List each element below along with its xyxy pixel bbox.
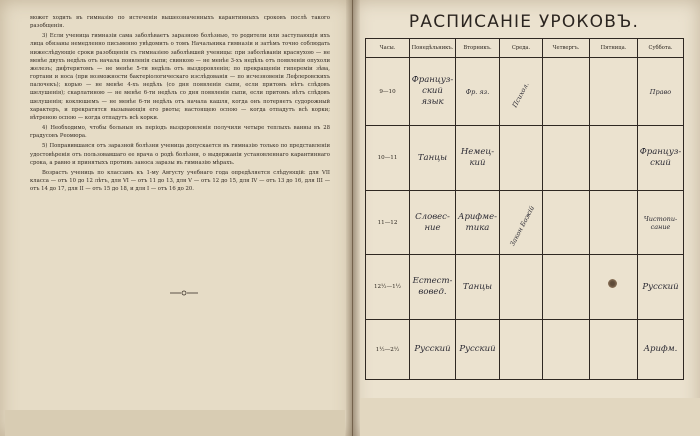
lesson-cell: [456, 191, 500, 255]
lesson-text: Арифме-тика: [458, 211, 497, 233]
lesson-cell: [590, 320, 638, 380]
lesson-cell: [590, 126, 638, 191]
rules-paragraph: может ходить въ гимназію по истеченіи вышеозначенныхъ карантинныхъ сроковъ послѣ такого разобщенія.: [30, 15, 330, 30]
lesson-text: Арифм.: [643, 344, 678, 354]
table-row: [366, 191, 684, 255]
right-page-edge: [360, 398, 700, 436]
table-row: [366, 126, 684, 191]
lesson-cell: [500, 58, 543, 126]
rules-paragraph: 3) Если ученица гимназіи сама заболѣваетъ заразною болѣзнью, то родители или заступающія ихъ лица обязаны немедленно письменно увѣдомить о томъ Начальника гимназіи и затѣмъ точно соблюдать нижеслѣдующіе сроки разобщенія съ гимназіею заболѣвшей ученицы: при заболѣваніи краснухою — не менѣе двухъ недѣль отъ начала появленія сыпи; свинкою — не менѣе 3-хъ недѣль отъ появленія опухоли железъ; дифтеритомъ — не менѣе 5-ти недѣль отъ выздоровленія; по прекращеніи гипереміи зѣва, гортани и носа (при возможности бактеріологическаго изслѣдованія — по исчезновеніи Лефлеровскихъ палочекъ); корью — не менѣе 4-хъ недѣль (со дня появленія сыпи, если притомъ нѣтъ слѣдовъ шелушенія); скарлатиною — не менѣе 6-ти недѣль со дня появленія сыпи, если притомъ нѣтъ слѣдовъ шелушенія; коклюшемъ — не менѣе 6-ти недѣль отъ начала кашля, когда онъ потеряетъ судорожный характеръ, и прекратятся вызывающія его рвоты; настоящею оспою — когда отпадутъ всѣ корки; вѣтреною оспою — когда отпадутъ всѣ корки.: [30, 33, 330, 121]
time-cell: 11—12: [366, 191, 410, 255]
lesson-cell: [638, 58, 684, 126]
lesson-cell: [500, 255, 543, 320]
lesson-text: Естест-вовед.: [412, 276, 453, 297]
time-cell: 10—11: [366, 126, 410, 191]
table-row: [366, 58, 684, 126]
lesson-text: Русский: [642, 281, 679, 292]
lesson-cell: [638, 320, 684, 380]
lesson-cell: [456, 58, 500, 126]
table-row: [366, 320, 684, 380]
rules-paragraph: 4) Необходимо, чтобы больныя въ періодъ выздоровленія получили четыре теплыхъ ванны въ 28 градусовъ Реомюра.: [30, 125, 330, 140]
lesson-cell: [410, 320, 456, 380]
lesson-text: Француз-ский язык: [411, 75, 454, 107]
header-tuesday: Вторникъ.: [456, 39, 500, 58]
lesson-cell: [456, 320, 500, 380]
lesson-text: Психол.: [511, 81, 531, 109]
lesson-cell: [500, 191, 543, 255]
lesson-text: Чистопи-сание: [643, 214, 678, 231]
rules-paragraph: 5) Поправившаяся отъ заразной болѣзни ученица допускается въ гимназію только по представленіи удостовѣренія отъ пользовавшаго ее врача о родѣ болѣзни, о выдержаніи установленнаго карантиннаго срока, а равно и принятыхъ противъ заноса заразы въ гимназію мѣрахъ.: [30, 143, 330, 166]
ink-blot: [608, 279, 617, 288]
lesson-text: Русский: [459, 344, 496, 354]
rules-text: [30, 14, 330, 195]
lesson-cell: [500, 320, 543, 380]
left-page-edge: [5, 410, 345, 436]
header-monday: Понедѣльникъ.: [410, 39, 456, 58]
header-hours: Часы.: [366, 39, 410, 58]
lesson-cell: [543, 320, 590, 380]
lesson-text: Словес-ние: [415, 211, 450, 233]
header-saturday: Суббота.: [638, 39, 684, 58]
lesson-text: Право: [649, 87, 672, 96]
time-cell: 9—10: [366, 58, 410, 126]
header-thursday: Четвергъ.: [543, 39, 590, 58]
lesson-text: Фр. яз.: [465, 87, 490, 96]
ornament-icon: [168, 290, 200, 296]
time-cell: 12½—1½: [366, 255, 410, 320]
lesson-cell: [590, 255, 638, 320]
header-wednesday: Среда.: [500, 39, 543, 58]
lesson-cell: [590, 58, 638, 126]
lesson-cell: [543, 191, 590, 255]
lesson-text: Танцы: [417, 152, 448, 163]
lesson-text: Немец-кий: [460, 147, 495, 168]
lesson-text: Француз-ский: [639, 147, 682, 168]
table-header-row: [366, 39, 684, 58]
lesson-cell: [500, 126, 543, 191]
lesson-text: Русский: [414, 344, 451, 354]
page-title: РАСПИСАНІЕ УРОКОВЪ.: [408, 12, 640, 32]
schedule-table: [365, 38, 684, 380]
lesson-cell: [638, 126, 684, 191]
lesson-cell: [590, 191, 638, 255]
lesson-cell: [410, 255, 456, 320]
lesson-cell: [456, 255, 500, 320]
lesson-cell: [638, 255, 684, 320]
lesson-cell: [543, 255, 590, 320]
book-gutter: [346, 0, 360, 436]
lesson-cell: [543, 126, 590, 191]
lesson-cell: [456, 126, 500, 191]
table-row: [366, 255, 684, 320]
lesson-cell: [410, 58, 456, 126]
time-cell: 1½—2½: [366, 320, 410, 380]
lesson-cell: [638, 191, 684, 255]
lesson-cell: [410, 191, 456, 255]
lesson-cell: [410, 126, 456, 191]
lesson-text: Танцы: [462, 281, 493, 292]
header-friday: Пятница.: [590, 39, 638, 58]
lesson-text: Закон Божій: [508, 204, 537, 248]
lesson-cell: [543, 58, 590, 126]
rules-paragraph: Возрастъ учениць по классамъ къ 1-му Августу учебнаго года опредѣляется слѣдующій: для VII класса — отъ 10 до 12 лѣтъ, для VI — отъ 11 до 13, для V — отъ 12 до 15, для IV — отъ 13 до 16, для III — отъ 14 до 17, для II — отъ 15 до 18, и для I — отъ 16 до 20.: [30, 169, 330, 193]
